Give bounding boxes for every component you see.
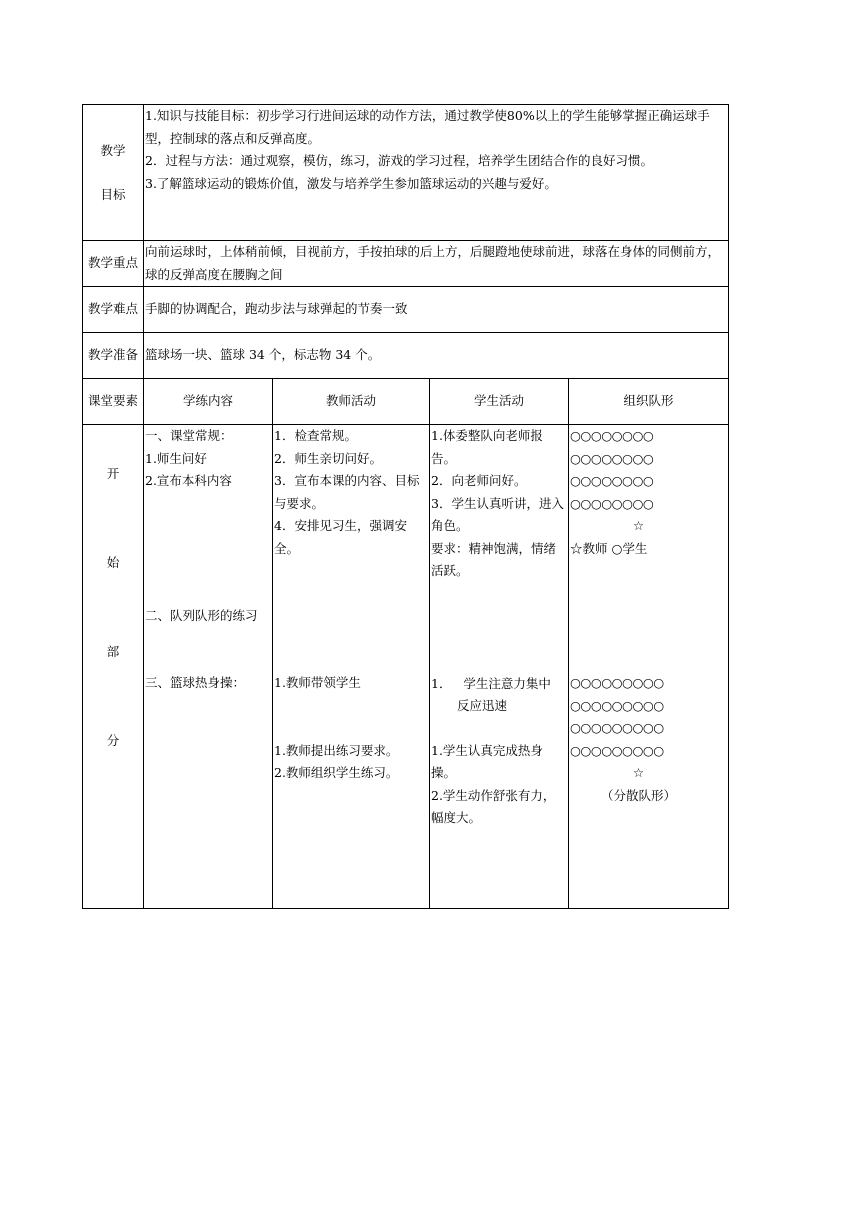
objective-3: 3.了解篮球运动的锻炼价值，激发与培养学生参加篮球运动的兴趣与爱好。 bbox=[145, 175, 557, 191]
key-points-content: 向前运球时，上体稍前倾，目视前方，手按拍球的后上方，后腿蹬地使球前进，球落在身体的同侧前方，球的反弹高度在腰胸之间 bbox=[144, 241, 729, 287]
header-student: 学生活动 bbox=[430, 379, 569, 425]
warmup-teacher-star-icon: ☆ bbox=[632, 765, 645, 780]
student-listen: 3．学生认真听讲，进入角色。 bbox=[431, 495, 564, 533]
header-teacher: 教师活动 bbox=[273, 379, 430, 425]
teacher-announce: 3．宣布本课的内容、目标与要求。 bbox=[274, 473, 420, 511]
formation-row-3: ○○○○○○○○ bbox=[570, 473, 654, 488]
section-char-1: 开 bbox=[106, 466, 120, 481]
objectives-label-line-2: 目标 bbox=[100, 186, 126, 202]
opening-student-cell bbox=[430, 425, 569, 909]
header-formation: 组织队形 bbox=[569, 379, 729, 425]
content-routine: 一、课堂常规： bbox=[145, 428, 233, 443]
content-warmup: 三、篮球热身操： bbox=[145, 675, 246, 690]
student-react: 反应迅速 bbox=[457, 698, 508, 713]
header-content: 学练内容 bbox=[144, 379, 273, 425]
section-char-4: 分 bbox=[106, 733, 120, 748]
section-char-2: 始 bbox=[106, 555, 120, 570]
preparation-row bbox=[83, 333, 729, 379]
warmup-formation-row-3: ○○○○○○○○○ bbox=[570, 720, 664, 735]
lesson-plan-page bbox=[82, 104, 728, 909]
column-header-row bbox=[83, 379, 729, 425]
difficulties-content: 手脚的协调配合，跑动步法与球弹起的节奏一致 bbox=[144, 287, 729, 333]
opening-section-label bbox=[83, 425, 144, 909]
section-char-3: 部 bbox=[106, 644, 120, 659]
header-elements: 课堂要素 bbox=[83, 379, 144, 425]
warmup-formation-row-1: ○○○○○○○○○ bbox=[570, 675, 664, 690]
objectives-label-line-1: 教学 bbox=[100, 142, 126, 158]
teacher-check: 1．检查常规。 bbox=[274, 428, 357, 443]
difficulties-label: 教学难点 bbox=[83, 287, 144, 333]
teacher-star-icon: ☆ bbox=[632, 518, 645, 533]
content-formation-practice: 二、队列队形的练习 bbox=[145, 607, 258, 623]
formation-row-4: ○○○○○○○○ bbox=[570, 495, 654, 511]
student-focus bbox=[431, 673, 567, 696]
formation-row-2: ○○○○○○○○ bbox=[570, 450, 654, 466]
key-points-row bbox=[83, 241, 729, 287]
student-requirement: 要求：精神饱满，情绪活跃。 bbox=[431, 540, 557, 578]
student-greet: 2．向老师问好。 bbox=[431, 473, 527, 488]
student-focus-num: 1． bbox=[431, 675, 452, 691]
warmup-formation-caption: （分散队形） bbox=[601, 787, 677, 803]
key-points-label: 教学重点 bbox=[83, 241, 144, 287]
student-report: 1.体委整队向老师报告。 bbox=[431, 428, 543, 466]
preparation-label: 教学准备 bbox=[83, 333, 144, 379]
objective-2: 2．过程与方法：通过观察，模仿，练习，游戏的学习过程，培养学生团结合作的良好习惯。 bbox=[145, 153, 653, 168]
content-greeting: 1.师生问好 bbox=[145, 450, 207, 466]
formation-row-1: ○○○○○○○○ bbox=[570, 428, 654, 443]
student-complete-warmup: 1.学生认真完成热身操。 bbox=[431, 742, 543, 780]
objective-1: 1.知识与技能目标：初步学习行进间运球的动作方法，通过教学使80%以上的学生能够掌握正确运球手型，控制球的落点和反弹高度。 bbox=[145, 108, 710, 146]
preparation-content: 篮球场一块、篮球 34 个，标志物 34 个。 bbox=[144, 333, 729, 379]
opening-teacher-cell bbox=[273, 425, 430, 909]
teacher-organize: 2.教师组织学生练习。 bbox=[274, 765, 399, 780]
student-focus-text: 学生注意力集中 bbox=[463, 675, 551, 691]
teacher-arrange: 4．安排见习生，强调安全。 bbox=[274, 518, 407, 556]
objectives-row bbox=[83, 105, 729, 241]
lesson-plan-table bbox=[82, 104, 729, 909]
objectives-label bbox=[83, 105, 144, 241]
objectives-content bbox=[144, 105, 729, 241]
teacher-requirements: 1.教师提出练习要求。 bbox=[274, 742, 399, 758]
warmup-formation-row-4: ○○○○○○○○○ bbox=[570, 742, 664, 758]
opening-formation-cell bbox=[569, 425, 729, 909]
content-announce: 2.宣布本科内容 bbox=[145, 473, 232, 488]
warmup-formation-row-2: ○○○○○○○○○ bbox=[570, 697, 664, 713]
student-stretch: 2.学生动作舒张有力，幅度大。 bbox=[431, 787, 556, 825]
formation-legend: ☆教师 ○学生 bbox=[570, 540, 648, 556]
teacher-lead: 1.教师带领学生 bbox=[274, 675, 361, 690]
opening-section-row bbox=[83, 425, 729, 909]
teacher-greet: 2．师生亲切问好。 bbox=[274, 450, 382, 466]
opening-content-cell bbox=[144, 425, 273, 909]
difficulties-row bbox=[83, 287, 729, 333]
